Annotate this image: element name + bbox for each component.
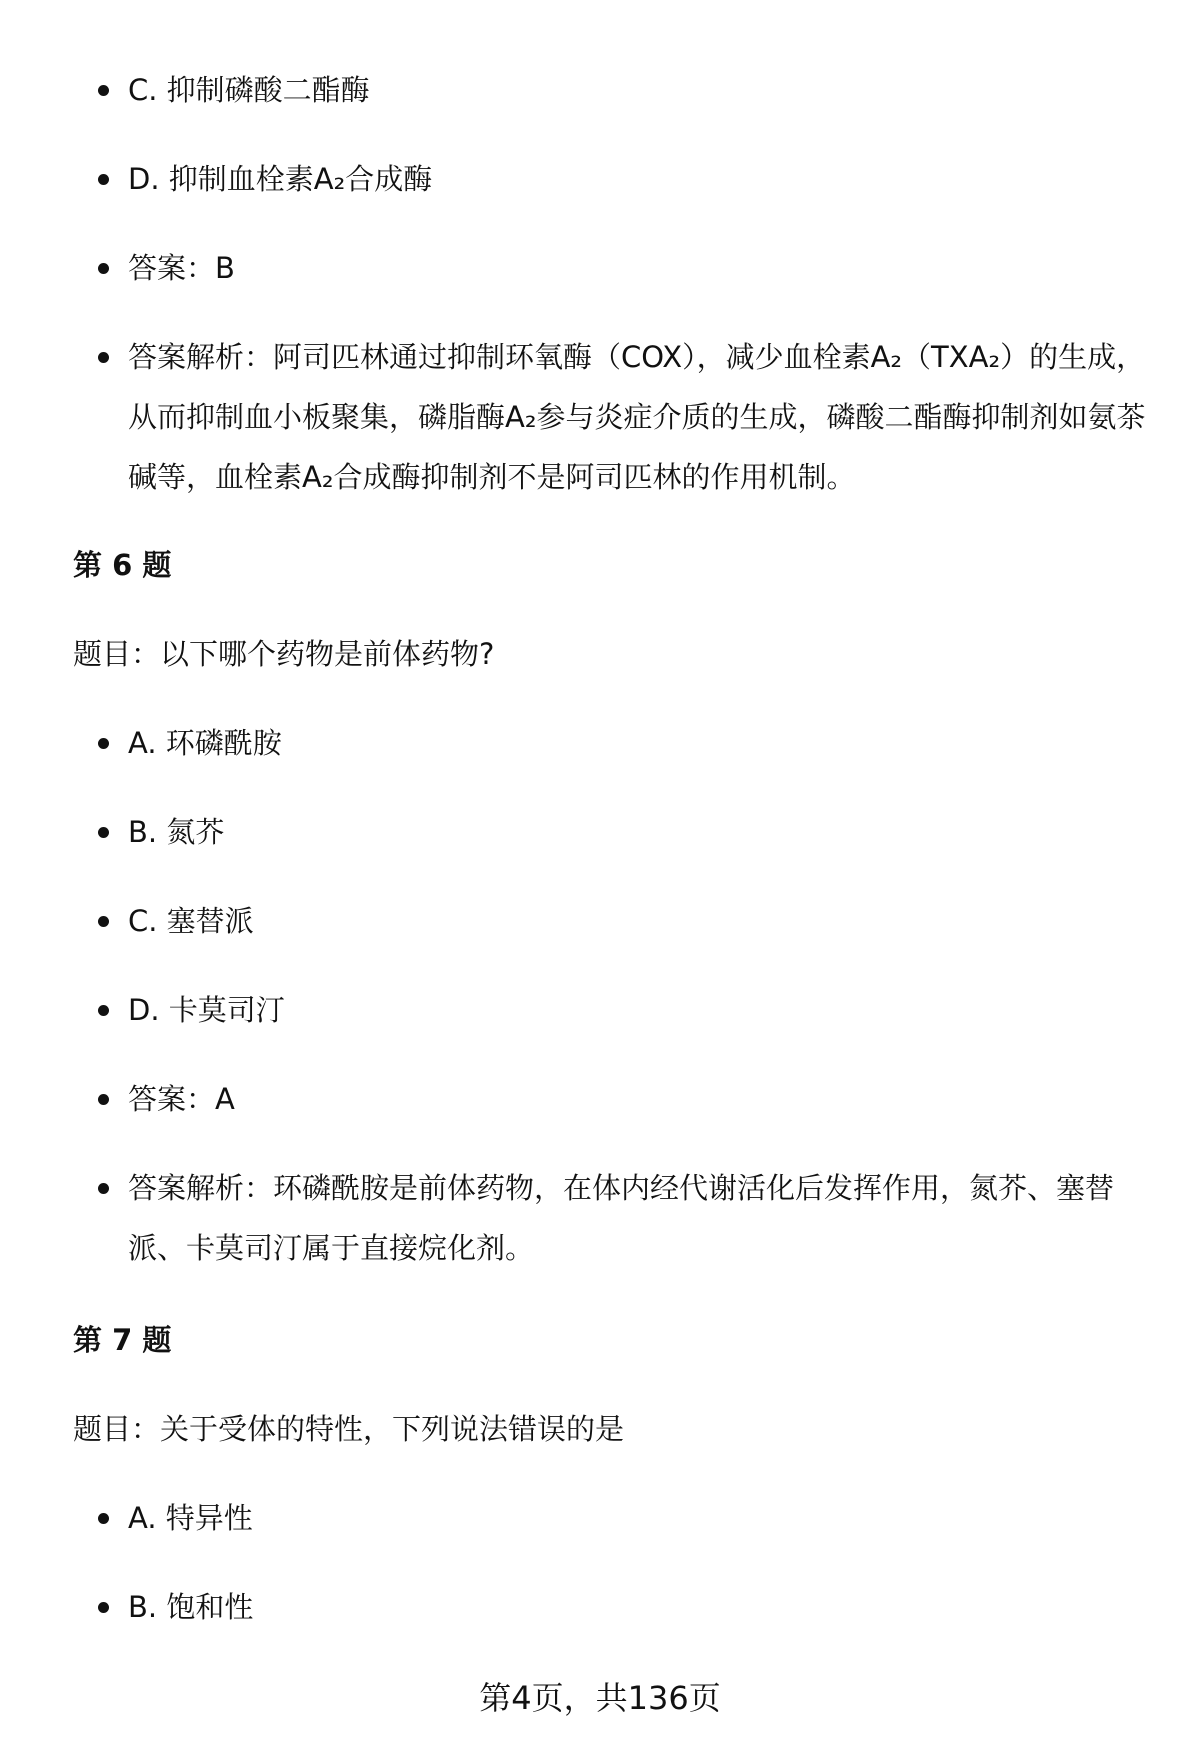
option-text: B. 饱和性 [128,1590,254,1624]
bullet-icon [98,916,109,927]
bullet-icon [98,174,109,185]
option-text: C. 塞替派 [128,904,254,938]
bullet-icon [98,85,109,96]
bullet-icon [98,263,109,274]
bullet-icon [98,1094,109,1105]
option-text: A. 特异性 [128,1501,253,1535]
question-stem: 题目：以下哪个药物是前体药物? [73,637,495,671]
question-heading: 第 7 题 [73,1323,172,1357]
bullet-icon [98,1513,109,1524]
option-text: B. 氮芥 [128,815,225,849]
explanation-text: 答案解析：环磷酰胺是前体药物，在体内经代谢活化后发挥作用，氮芥、塞替派、卡莫司汀属于直接烷化剂。 [128,1171,1115,1265]
option-text: C. 抑制磷酸二酯酶 [128,73,370,107]
bullet-icon [98,352,109,363]
answer-text: 答案：B [128,251,235,285]
option-text: A. 环磷酰胺 [128,726,282,760]
bullet-icon [98,1183,109,1194]
question-heading: 第 6 题 [73,548,172,582]
question-stem: 题目：关于受体的特性，下列说法错误的是 [73,1412,625,1446]
explanation-text: 答案解析：阿司匹林通过抑制环氧酶（COX），减少血栓素A₂（TXA₂）的生成，从而抑制血小板聚集，磷脂酶A₂参与炎症介质的生成，磷酸二酯酶抑制剂如氨茶碱等，血栓素A₂合成酶抑制剂不是阿司匹林的作用机制。 [128,340,1146,494]
bullet-icon [98,738,109,749]
bullet-icon [98,1005,109,1016]
option-text: D. 抑制血栓素A₂合成酶 [128,162,433,196]
bullet-icon [98,1602,109,1613]
bullet-icon [98,827,109,838]
answer-text: 答案：A [128,1082,235,1116]
page-indicator: 第4页，共136页 [479,1679,721,1717]
option-text: D. 卡莫司汀 [128,993,285,1027]
